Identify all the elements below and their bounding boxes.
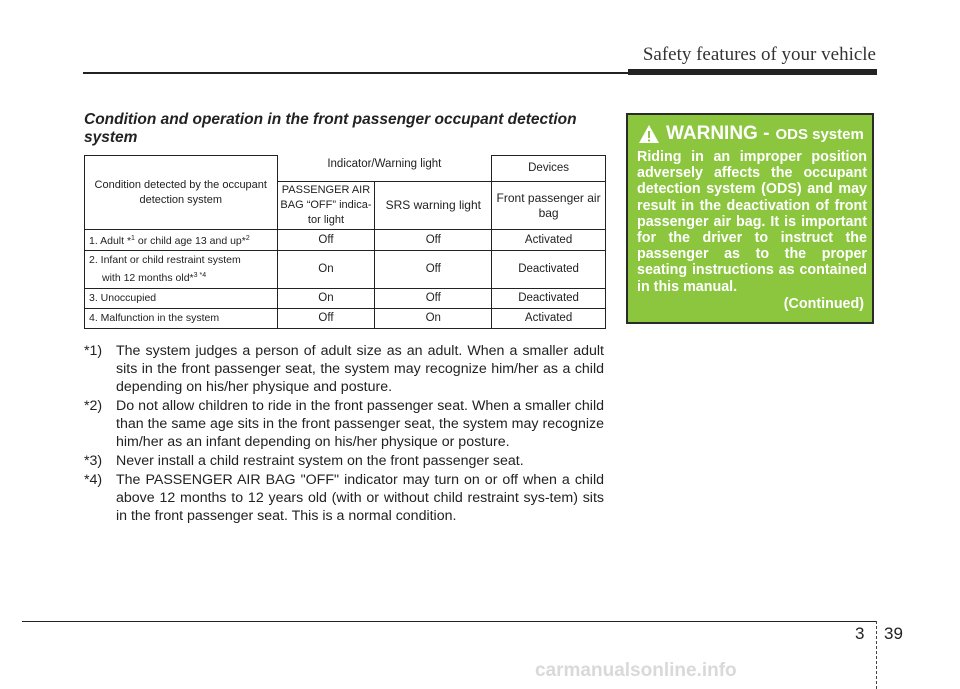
- airbag-cell: Deactivated: [492, 289, 606, 309]
- condition-cell: 3. Unoccupied: [85, 289, 278, 309]
- warning-triangle-icon: [638, 124, 660, 144]
- airbag-cell: Deactivated: [492, 251, 606, 289]
- indicator-cell: On: [277, 289, 375, 309]
- footer-divider: [876, 621, 877, 689]
- footnote-key: *4): [84, 472, 103, 488]
- warning-box: [626, 113, 874, 324]
- header-condition: Condition detected by the occupant detection system: [85, 156, 278, 230]
- warning-body: Riding in an improper position adversely affects the occupant detection system (ODS) and may result in the deactivation of front passenger air bag. It is important for the driver to instruct the passenger as to the proper seating instructions as contained in this manual.: [637, 149, 867, 295]
- page-number: 39: [884, 624, 903, 643]
- warning-subtitle: ODS system: [775, 125, 864, 143]
- srs-cell: Off: [375, 251, 492, 289]
- footnote-text: The PASSENGER AIR BAG "OFF" indicator may turn on or off when a child above 12 months to 12 years old (with or without child restraint sys-tem) sits in the front passenger seat. This is a normal condition.: [116, 472, 604, 524]
- footnote-text: Do not allow children to ride in the front passenger seat. When a smaller child than the same age sits in the front passenger seat, the system may recognize him/her as an infant depending on his/her physique or posture.: [116, 398, 604, 450]
- srs-cell: Off: [375, 230, 492, 251]
- header-title: Safety features of your vehicle: [642, 44, 876, 65]
- footnote: [84, 397, 604, 451]
- srs-cell: Off: [375, 289, 492, 309]
- warning-continued: (Continued): [783, 296, 864, 312]
- table-row: [85, 251, 606, 289]
- srs-cell: On: [375, 309, 492, 329]
- condition-cell: 2. Infant or child restraint system with 12 months old*$^3$ $^{*4}$: [85, 251, 278, 289]
- header-indicator-group: Indicator/Warning light: [277, 156, 492, 182]
- section-title: Condition and operation in the front passenger occupant detection system: [84, 111, 577, 146]
- footnote-key: *2): [84, 398, 103, 414]
- table-row: [85, 289, 606, 309]
- header-devices-group: Devices: [492, 156, 606, 182]
- occupant-detection-table: [84, 155, 606, 329]
- condition-cell: 1. Adult *$^1$ or child age 13 and up*$^2$: [85, 230, 278, 251]
- footnote-key: *1): [84, 343, 103, 359]
- warning-header: [638, 123, 864, 145]
- warning-label: WARNING -: [666, 123, 770, 144]
- footnote: [84, 342, 604, 396]
- footer-rule: [22, 621, 876, 622]
- table-row: [85, 309, 606, 329]
- watermark: carmanualsonline.info: [535, 660, 737, 681]
- indicator-cell: Off: [277, 230, 375, 251]
- header-rule-thick: [628, 69, 877, 75]
- footnote: [84, 471, 604, 525]
- table-row: [85, 230, 606, 251]
- footnotes: [84, 342, 604, 526]
- airbag-cell: Activated: [492, 230, 606, 251]
- footnote: [84, 452, 604, 470]
- condition-cell: 4. Malfunction in the system: [85, 309, 278, 329]
- indicator-cell: On: [277, 251, 375, 289]
- footnote-text: Never install a child restraint system on the front passenger seat.: [116, 453, 524, 469]
- header-front-passenger-airbag: Front passenger air bag: [492, 182, 606, 230]
- footnote-text: The system judges a person of adult size as an adult. When a smaller adult sits in the front passenger seat, the system may recognize him/her as a child depending on his/her physique and posture.: [116, 343, 604, 395]
- chapter-number: 3: [855, 624, 865, 643]
- header-srs-warning-light: SRS warning light: [375, 182, 492, 230]
- header-passenger-airbag-indicator: PASSENGER AIR BAG “OFF” indica-tor light: [277, 182, 375, 230]
- airbag-cell: Activated: [492, 309, 606, 329]
- footnote-key: *3): [84, 453, 103, 469]
- indicator-cell: Off: [277, 309, 375, 329]
